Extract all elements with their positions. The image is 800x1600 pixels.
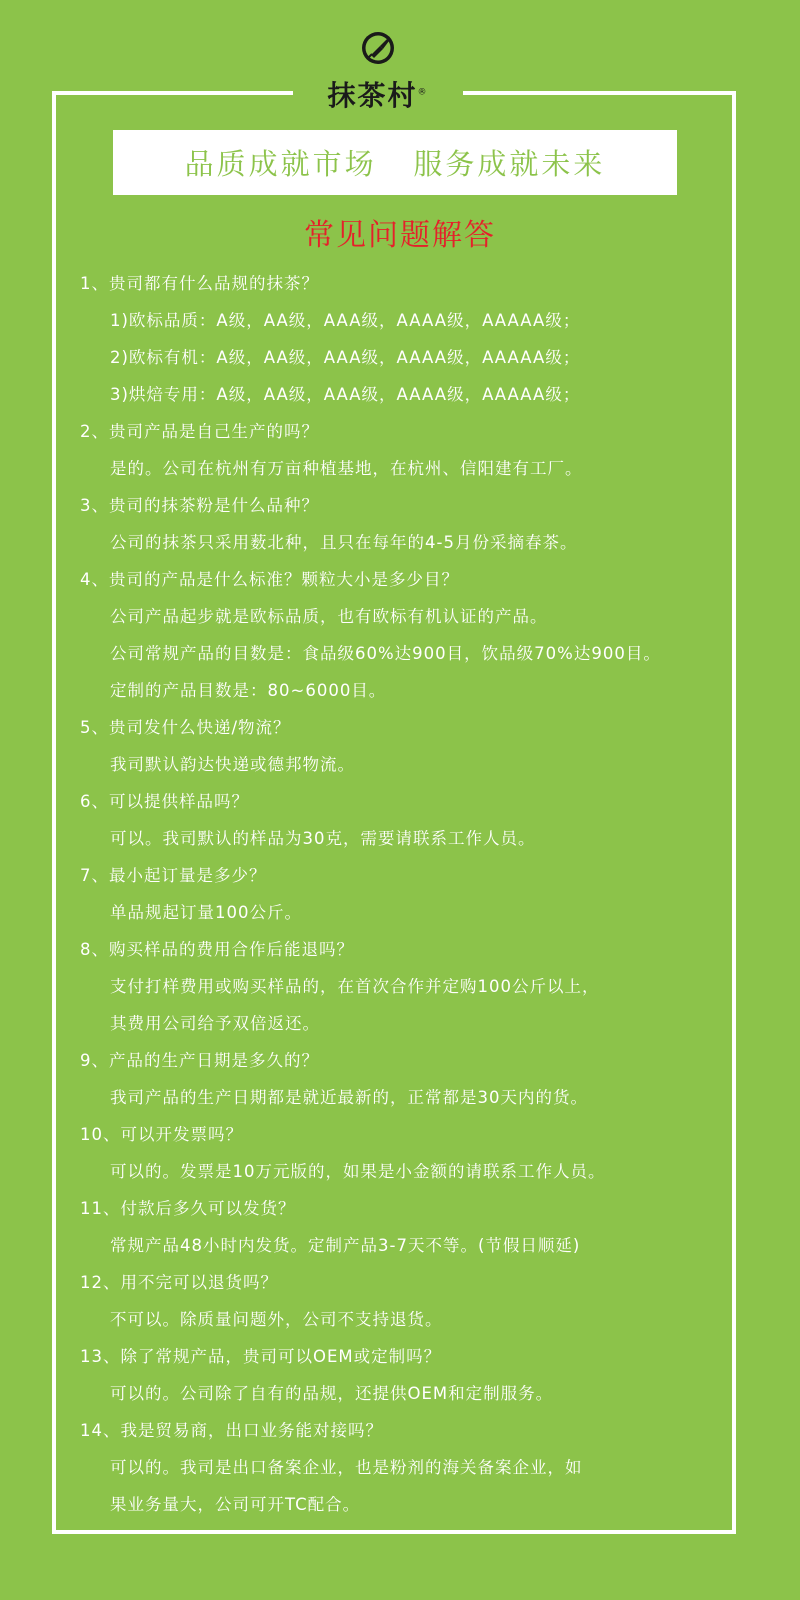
faq-question: 8、购买样品的费用合作后能退吗？	[80, 940, 354, 959]
registered-mark: ®	[417, 87, 429, 98]
faq-answer: 3)烘焙专用：A级，AA级，AAA级，AAAA级，AAAAA级；	[110, 385, 581, 404]
faq-question: 11、付款后多久可以发货？	[80, 1199, 296, 1218]
faq-answer: 可以。我司默认的样品为30克，需要请联系工作人员。	[110, 829, 536, 848]
faq-answer: 公司常规产品的目数是：食品级60%达900目，饮品级70%达900目。	[110, 644, 661, 663]
faq-answer: 是的。公司在杭州有万亩种植基地，在杭州、信阳建有工厂。	[110, 459, 583, 478]
faq-answer: 支付打样费用或购买样品的，在首次合作并定购100公斤以上，	[110, 977, 600, 996]
faq-list	[80, 265, 720, 1523]
faq-answer: 我司产品的生产日期都是就近最新的，正常都是30天内的货。	[110, 1088, 588, 1107]
faq-question: 9、产品的生产日期是多久的？	[80, 1051, 319, 1070]
faq-answer: 我司默认韵达快递或德邦物流。	[110, 755, 355, 774]
faq-answer: 2)欧标有机：A级，AA级，AAA级，AAAA级，AAAAA级；	[110, 348, 581, 367]
faq-answer: 1)欧标品质：A级，AA级，AAA级，AAAA级，AAAAA级；	[110, 311, 581, 330]
matcha-whisk-icon	[360, 30, 396, 66]
faq-answer: 不可以。除质量问题外，公司不支持退货。	[110, 1310, 443, 1329]
faq-answer: 其费用公司给予双倍返还。	[110, 1014, 320, 1033]
faq-question: 13、除了常规产品，贵司可以OEM或定制吗？	[80, 1347, 442, 1366]
faq-question: 14、我是贸易商，出口业务能对接吗？	[80, 1421, 383, 1440]
faq-question: 1、贵司都有什么品规的抹茶？	[80, 274, 319, 293]
faq-answer: 公司产品起步就是欧标品质，也有欧标有机认证的产品。	[110, 607, 548, 626]
faq-question: 6、可以提供样品吗？	[80, 792, 249, 811]
faq-question: 10、可以开发票吗？	[80, 1125, 243, 1144]
faq-question: 2、贵司产品是自己生产的吗？	[80, 422, 319, 441]
faq-answer: 可以的。我司是出口备案企业，也是粉剂的海关备案企业，如	[110, 1458, 583, 1477]
faq-question: 4、贵司的产品是什么标准？颗粒大小是多少目？	[80, 570, 459, 589]
faq-answer: 单品规起订量100公斤。	[110, 903, 302, 922]
faq-answer: 果业务量大，公司可开TC配合。	[110, 1495, 361, 1514]
faq-question: 5、贵司发什么快递/物流？	[80, 718, 291, 737]
faq-answer: 定制的产品目数是：80~6000目。	[110, 681, 387, 700]
faq-answer: 可以的。公司除了自有的品规，还提供OEM和定制服务。	[110, 1384, 554, 1403]
faq-answer: 公司的抹茶只采用薮北种，且只在每年的4-5月份采摘春茶。	[110, 533, 578, 552]
slogan-text: 品质成就市场 服务成就未来	[184, 147, 606, 181]
faq-question: 12、用不完可以退货吗？	[80, 1273, 278, 1292]
faq-question: 3、贵司的抹茶粉是什么品种？	[80, 496, 319, 515]
brand-name	[293, 74, 463, 114]
brand-logo	[293, 28, 463, 114]
slogan-banner	[113, 130, 677, 195]
faq-title: 常见问题解答	[304, 218, 496, 253]
faq-answer: 可以的。发票是10万元版的，如果是小金额的请联系工作人员。	[110, 1162, 606, 1181]
faq-question: 7、最小起订量是多少？	[80, 866, 267, 885]
brand-name-text: 抹茶村	[327, 79, 418, 112]
faq-answer: 常规产品48小时内发货。定制产品3-7天不等。(节假日顺延)	[110, 1236, 581, 1255]
